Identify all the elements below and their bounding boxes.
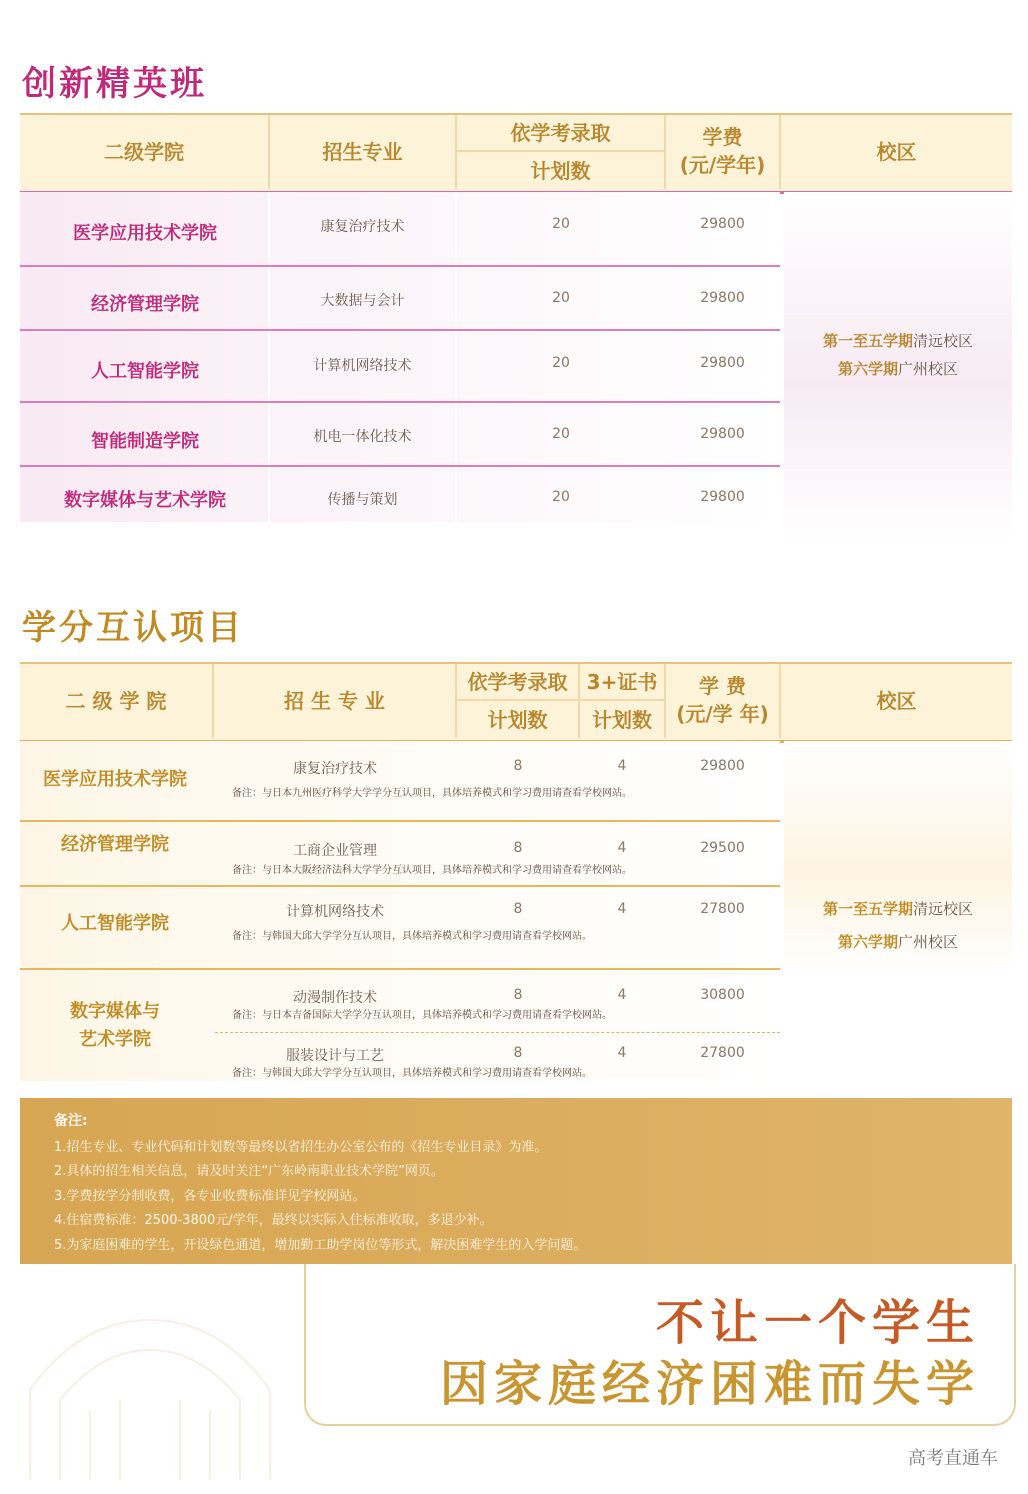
s2-row3-plan2: 4 [617, 901, 627, 917]
row2-college: 经济管理学院 [91, 294, 199, 315]
s2-row5-plan1: 8 [513, 1045, 523, 1061]
s2-row1-plan2: 4 [617, 758, 627, 774]
s2-row3-note: 备注：与韩国大邱大学学分互认项目，具体培养模式和学习费用请查看学校网站。 [232, 931, 592, 942]
s2-row2-plan1: 8 [513, 840, 523, 856]
s2-row5-major: 服装设计与工艺 [286, 1048, 384, 1064]
header-plan1-top: 依学考录取 [467, 669, 568, 694]
s2-row5-fee: 27800 [700, 1045, 745, 1061]
slogan-line2: 因家庭经济困难而失学 [439, 1356, 980, 1412]
s2-row4-fee: 30800 [700, 987, 745, 1003]
row2-fee: 29800 [700, 290, 745, 306]
s2-row1-note: 备注：与日本九州医疗科学大学学分互认项目，具体培养模式和学习费用请查看学校网站。 [232, 788, 632, 799]
row5-college: 数字媒体与艺术学院 [64, 490, 226, 511]
building-illustration [20, 1280, 280, 1480]
row2-major: 大数据与会计 [320, 293, 405, 309]
header-fee-top: 学 费 [699, 674, 746, 698]
s2-row4-plan2: 4 [617, 987, 627, 1003]
row-divider [20, 265, 780, 267]
s2-row4-note: 备注：与日本吉备国际大学学分互认项目，具体培养模式和学习费用请查看学校网站。 [232, 1010, 612, 1021]
header-campus: 校区 [876, 689, 917, 713]
section1-title: 创新精英班 [22, 64, 207, 104]
s2-row2-major: 工商企业管理 [293, 843, 377, 859]
header-campus: 校区 [876, 140, 917, 164]
s2-row2-note: 备注：与日本大阪经济法科大学学分互认项目，具体培养模式和学习费用请查看学校网站。 [232, 865, 632, 876]
row-divider [20, 465, 780, 467]
header-college: 二 级 学 院 [65, 689, 167, 713]
notes-line: 3.学费按学分制收费，各专业收费标准详见学校网站。 [54, 1189, 366, 1204]
row4-fee: 29800 [700, 426, 745, 442]
row4-college: 智能制造学院 [91, 431, 199, 452]
row5-fee: 29800 [700, 489, 745, 505]
row5-plan: 20 [552, 489, 570, 505]
row1-major: 康复治疗技术 [320, 219, 405, 235]
row2-plan: 20 [552, 290, 570, 306]
s2-row3-major: 计算机网络技术 [286, 904, 384, 920]
slogan-line1: 不让一个学生 [655, 1295, 980, 1351]
header-plan2-bottom: 计划数 [592, 707, 652, 732]
s2-row4-college-line1: 数字媒体与 [70, 1001, 160, 1022]
s2-row3-plan1: 8 [513, 901, 523, 917]
header-plan1-bottom: 计划数 [487, 707, 548, 732]
header-fee-bottom: (元/学年) [679, 153, 766, 177]
row-divider-dashed [215, 1032, 780, 1033]
s2-row2-college: 经济管理学院 [61, 834, 169, 855]
row-divider [20, 401, 780, 403]
section1-campus-line1: 第一至五学期清远校区 [822, 332, 974, 350]
s2-row1-major: 康复治疗技术 [293, 761, 377, 777]
row3-major: 计算机网络技术 [313, 358, 412, 374]
s2-row3-college: 人工智能学院 [61, 913, 169, 934]
header-college: 二级学院 [104, 140, 184, 164]
section2-campus-line2: 第六学期广州校区 [837, 933, 959, 951]
row3-plan: 20 [552, 355, 570, 371]
row4-major: 机电一体化技术 [313, 429, 412, 445]
row-divider [20, 968, 780, 970]
notes-line: 4.住宿费标准：2500-3800元/学年，最终以实际入住标准收取，多退少补。 [54, 1213, 493, 1228]
header-major: 招生专业 [322, 140, 403, 164]
s2-row1-fee: 29800 [700, 758, 745, 774]
header-fee-top: 学费 [702, 125, 743, 149]
s2-row1-college: 医学应用技术学院 [43, 769, 187, 790]
header-fee-bottom: (元/学 年) [676, 702, 769, 726]
s2-row3-fee: 27800 [700, 901, 745, 917]
s2-row1-plan1: 8 [513, 758, 523, 774]
watermark-text: 高考直通车 [908, 1448, 998, 1469]
section1-campus-line2: 第六学期广州校区 [837, 360, 959, 378]
row1-college: 医学应用技术学院 [73, 223, 217, 244]
s2-row4-college-line2: 艺术学院 [79, 1029, 151, 1050]
row-divider [20, 820, 780, 822]
row1-plan: 20 [552, 216, 570, 232]
header-plan2-top: 3+证书 [586, 669, 658, 694]
row4-plan: 20 [552, 426, 570, 442]
row5-major: 传播与策划 [327, 492, 398, 508]
row-divider [20, 885, 780, 887]
notes-line: 1.招生专业、专业代码和计划数等最终以省招生办公室公布的《招生专业目录》为准。 [54, 1140, 548, 1155]
row3-fee: 29800 [700, 355, 745, 371]
notes-title: 备注: [54, 1113, 88, 1129]
row3-college: 人工智能学院 [91, 361, 199, 382]
s2-row5-plan2: 4 [617, 1045, 627, 1061]
s2-row4-major: 动漫制作技术 [293, 990, 377, 1006]
notes-line: 5.为家庭困难的学生，开设绿色通道，增加勤工助学岗位等形式，解决困难学生的入学问题。 [54, 1238, 587, 1253]
s2-row5-note: 备注：与韩国大邱大学学分互认项目，具体培养模式和学习费用请查看学校网站。 [232, 1068, 592, 1079]
header-plan-bottom: 计划数 [530, 158, 591, 183]
notes-line: 2.具体的招生相关信息，请及时关注“广东岭南职业技术学院”网页。 [54, 1164, 444, 1179]
s2-row4-plan1: 8 [513, 987, 523, 1003]
header-plan-top: 依学考录取 [510, 120, 611, 145]
header-major: 招 生 专 业 [284, 689, 385, 713]
section2-title: 学分互认项目 [22, 608, 244, 648]
row-divider [20, 329, 780, 331]
s2-row2-fee: 29500 [700, 840, 745, 856]
row1-fee: 29800 [700, 216, 745, 232]
notes-box [20, 1098, 1012, 1264]
section2-campus-line1: 第一至五学期清远校区 [822, 900, 974, 918]
s2-row2-plan2: 4 [617, 840, 627, 856]
